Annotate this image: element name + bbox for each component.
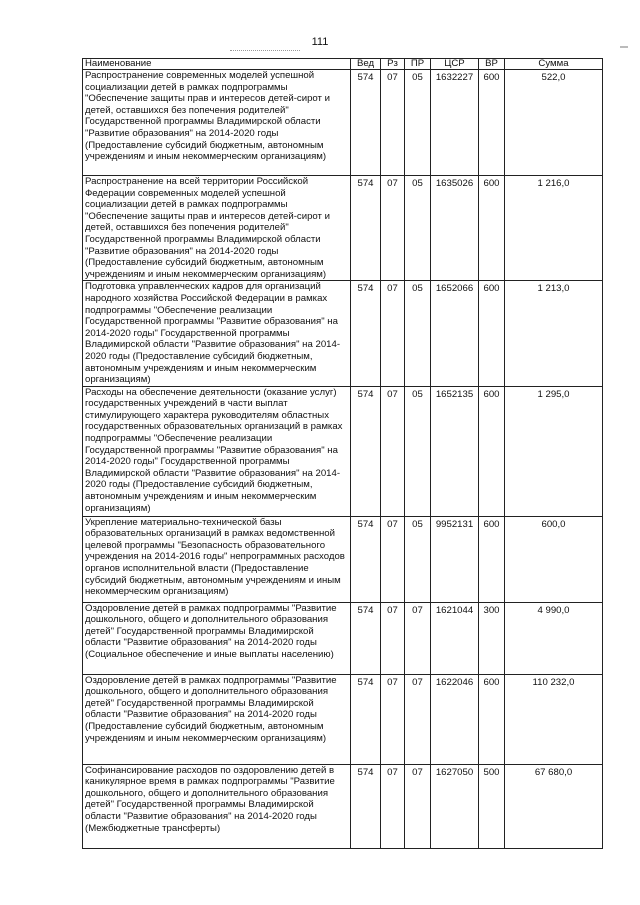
scan-artifact-line <box>230 50 300 52</box>
row-name: Оздоровление детей в рамках подпрограммы "Развитие дошкольного, общего и дополнительного образования детей" Государственной программы Владимирской области "Развитие образования" на 2014-2020 годы (Предоставление субсидий бюджетным, автономным учреждениям и иным некоммерческим организациям) <box>83 674 351 764</box>
row-vr: 600 <box>479 281 505 386</box>
row-rz: 07 <box>381 764 405 848</box>
row-sum: 110 232,0 <box>505 674 603 764</box>
row-csr: 1652135 <box>431 386 479 516</box>
row-name: Распространение на всей территории Российской Федерации современных моделей успешной социализации детей в рамках подпрограммы "Обеспечение защиты прав и интересов детей-сирот и детей, оставшихся без попечения родителей" Государственной программы Владимирской области "Развитие образования" на 2014-2020 годы (Предоставление субсидий бюджетным, автономным учреждениям и иным некоммерческим организациям) <box>83 176 351 281</box>
row-name: Оздоровление детей в рамках подпрограммы "Развитие дошкольного, общего и дополнительного образования детей" Государственной программы Владимирской области "Развитие образования" на 2014-2020 годы (Социальное обеспечение и иные выплаты населению) <box>83 602 351 674</box>
table-row <box>83 764 603 848</box>
row-csr: 1627050 <box>431 764 479 848</box>
row-rz: 07 <box>381 602 405 674</box>
row-rz: 07 <box>381 516 405 602</box>
table-row <box>83 386 603 516</box>
row-csr: 1622046 <box>431 674 479 764</box>
table-row <box>83 176 603 281</box>
row-name: Укрепление материально-технической базы образовательных организаций в рамках ведомственной целевой программы "Безопасность образовательного учреждения на 2014-2016 годы" непрограммных расходов органов исполнительной власти (Предоставление субсидий бюджетным, автономным учреждениям и иным некоммерческим организациям) <box>83 516 351 602</box>
row-sum: 522,0 <box>505 70 603 176</box>
header-rz: Рз <box>381 59 405 70</box>
row-pr: 07 <box>405 764 431 848</box>
row-pr: 07 <box>405 602 431 674</box>
row-rz: 07 <box>381 70 405 176</box>
row-vr: 600 <box>479 674 505 764</box>
row-sum: 1 295,0 <box>505 386 603 516</box>
row-csr: 1652066 <box>431 281 479 386</box>
row-sum: 1 213,0 <box>505 281 603 386</box>
page-number: 111 <box>311 36 329 48</box>
row-name: Расходы на обеспечение деятельности (оказание услуг) государственных учреждений в части выплат стимулирующего характера руководителям областных государственных образовательных организаций в рамках подпрограммы "Обеспечение реализации Государственной программы "Развитие образования" на 2014-2020 годы" Государственной программы Владимирской области "Развитие образования" на 2014-2020 годы (Предоставление субсидий бюджетным, автономным учреждениям и иным некоммерческим организациям) <box>83 386 351 516</box>
row-ved: 574 <box>351 386 381 516</box>
row-ved: 574 <box>351 764 381 848</box>
row-ved: 574 <box>351 516 381 602</box>
row-ved: 574 <box>351 70 381 176</box>
row-vr: 600 <box>479 516 505 602</box>
header-vr: ВР <box>479 59 505 70</box>
row-pr: 05 <box>405 70 431 176</box>
table-row <box>83 70 603 176</box>
row-csr: 1621044 <box>431 602 479 674</box>
row-vr: 600 <box>479 70 505 176</box>
header-ved: Вед <box>351 59 381 70</box>
row-vr: 600 <box>479 176 505 281</box>
header-csr: ЦСР <box>431 59 479 70</box>
row-pr: 07 <box>405 674 431 764</box>
row-sum: 600,0 <box>505 516 603 602</box>
row-ved: 574 <box>351 176 381 281</box>
row-sum: 1 216,0 <box>505 176 603 281</box>
table-row <box>83 281 603 386</box>
row-rz: 07 <box>381 386 405 516</box>
row-csr: 1635026 <box>431 176 479 281</box>
table-header-row <box>83 59 603 70</box>
header-name: Наименование <box>83 59 351 70</box>
row-pr: 05 <box>405 281 431 386</box>
row-ved: 574 <box>351 281 381 386</box>
table-row <box>83 602 603 674</box>
row-pr: 05 <box>405 386 431 516</box>
header-pr: ПР <box>405 59 431 70</box>
row-csr: 9952131 <box>431 516 479 602</box>
row-ved: 574 <box>351 602 381 674</box>
row-pr: 05 <box>405 516 431 602</box>
row-name: Софинансирование расходов по оздоровлению детей в каникулярное время в рамках подпрограммы "Развитие дошкольного, общего и дополнительного образования детей" Государственной программы Владимирской области "Развитие образования" на 2014-2020 годы (Межбюджетные трансферты) <box>83 764 351 848</box>
row-rz: 07 <box>381 674 405 764</box>
row-ved: 574 <box>351 674 381 764</box>
table-row <box>83 516 603 602</box>
budget-table <box>82 58 603 849</box>
row-vr: 300 <box>479 602 505 674</box>
row-csr: 1632227 <box>431 70 479 176</box>
row-sum: 67 680,0 <box>505 764 603 848</box>
row-vr: 500 <box>479 764 505 848</box>
row-pr: 05 <box>405 176 431 281</box>
header-sum: Сумма <box>505 59 603 70</box>
row-vr: 600 <box>479 386 505 516</box>
row-rz: 07 <box>381 281 405 386</box>
row-name: Распространение современных моделей успешной социализации детей в рамках подпрограммы "Обеспечение защиты прав и интересов детей-сирот и детей, оставшихся без попечения родителей" Государственной программы Владимирской области "Развитие образования" на 2014-2020 годы (Предоставление субсидий бюджетным, автономным учреждениям и иным некоммерческим организациям) <box>83 70 351 176</box>
row-sum: 4 990,0 <box>505 602 603 674</box>
table-row <box>83 674 603 764</box>
row-name: Подготовка управленческих кадров для организаций народного хозяйства Российской Федерации в рамках подпрограммы "Обеспечение реализации Государственной программы "Развитие образования" на 2014-2020 годы" Государственной программы Владимирской области "Развитие образования" на 2014-2020 годы (Предоставление субсидий бюджетным, автономным учреждениям и иным некоммерческим организациям) <box>83 281 351 386</box>
row-rz: 07 <box>381 176 405 281</box>
